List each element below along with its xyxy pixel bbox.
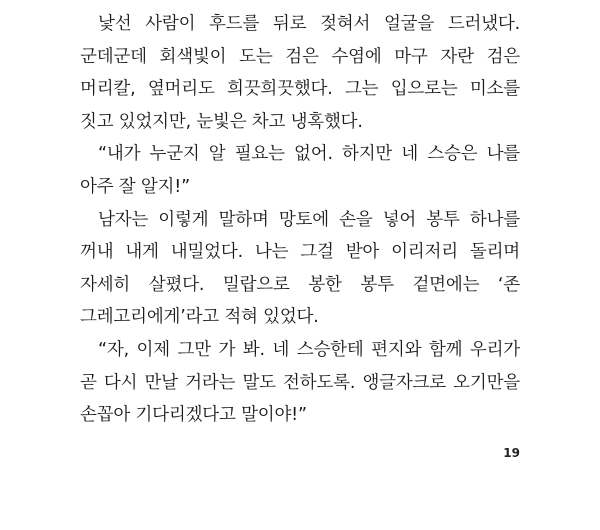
paragraph-1: 낯선 사람이 후드를 뒤로 젖혀서 얼굴을 드러냈다. 군데군데 회색빛이 도는 검은 수염에 마구 자란 검은 머리칼, 옆머리도 희끗희끗했다. 그는 입으로는 미소를 짓고 있었지만, 눈빛은 차고 냉혹했다. [80, 14, 520, 132]
page-number: 19 [503, 446, 520, 460]
paragraph-3: 남자는 이렇게 말하며 망토에 손을 넣어 봉투 하나를 꺼내 내게 내밀었다. 나는 그걸 받아 이리저리 돌리며 자세히 살폈다. 밀랍으로 봉한 봉투 겉면에는 ‘존 그레고리에게’라고 적혀 있었다. [80, 209, 520, 328]
paragraph-4: “자, 이제 그만 가 봐. 네 스승한테 편지와 함께 우리가 곧 다시 만날 거라는 말도 전하도록. 앵글자크로 오기만을 손꼽아 기다리겠다고 말이야!” [80, 339, 520, 426]
paragraph-2: “내가 누군지 알 필요는 없어. 하지만 네 스승은 나를 아주 잘 알지!” [80, 144, 520, 197]
body-text [80, 8, 520, 432]
